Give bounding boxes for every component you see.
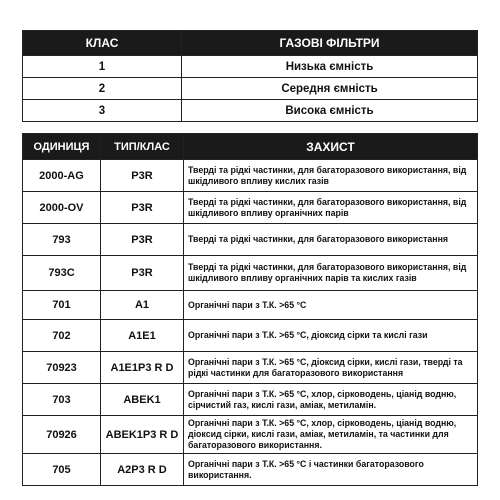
type-cell: A2P3 R D <box>101 454 184 486</box>
type-cell: P3R <box>101 256 184 291</box>
protection-cell: Тверді та рідкі частинки, для багаторазового використання, від шкідливого впливу кислих газів <box>184 160 478 192</box>
class-row <box>23 78 478 100</box>
class-capacity: Висока ємність <box>182 100 478 122</box>
unit-cell: 705 <box>23 454 101 486</box>
unit-cell: 793 <box>23 224 101 256</box>
table-row <box>23 416 478 454</box>
product-protection-table <box>22 133 478 486</box>
table-row <box>23 192 478 224</box>
table-row <box>23 320 478 352</box>
protection-cell: Органічні пари з Т.К. >65 °C, хлор, сірководень, ціанід водню, сірчистий газ, кислі гази, аміак, метиламін. <box>184 384 478 416</box>
class-number: 1 <box>23 56 182 78</box>
type-cell: A1 <box>101 291 184 320</box>
unit-cell: 2000-OV <box>23 192 101 224</box>
protection-cell: Органічні пари з Т.К. >65 °C, хлор, сірководень, ціанід водню, діоксид сірки, кислі гази, аміак, метиламін, та частинки для багаторазового використання. <box>184 416 478 454</box>
unit-cell: 793C <box>23 256 101 291</box>
class-table-header-row <box>23 31 478 56</box>
table-row <box>23 454 478 486</box>
table-row <box>23 160 478 192</box>
table-row <box>23 291 478 320</box>
type-cell: A1E1P3 R D <box>101 352 184 384</box>
protection-cell: Тверді та рідкі частинки, для багаторазового використання <box>184 224 478 256</box>
type-cell: ABEK1P3 R D <box>101 416 184 454</box>
table-row <box>23 384 478 416</box>
table-row <box>23 256 478 291</box>
header-type-class: ТИП/КЛАС <box>101 134 184 160</box>
class-capacity: Середня ємність <box>182 78 478 100</box>
type-cell: ABEK1 <box>101 384 184 416</box>
unit-cell: 703 <box>23 384 101 416</box>
protection-cell: Тверді та рідкі частинки, для багаторазового використання, від шкідливого впливу органічних парів та кислих газів <box>184 256 478 291</box>
unit-cell: 701 <box>23 291 101 320</box>
type-cell: A1E1 <box>101 320 184 352</box>
header-gas-filters: ГАЗОВІ ФІЛЬТРИ <box>182 31 478 56</box>
unit-cell: 70926 <box>23 416 101 454</box>
protection-cell: Тверді та рідкі частинки, для багаторазового використання, від шкідливого впливу органічних парів <box>184 192 478 224</box>
table-row <box>23 352 478 384</box>
protection-cell: Органічні пари з Т.К. >65 °C, діоксид сірки, кислі гази, тверді та рідкі частинки для багаторазового використання <box>184 352 478 384</box>
protection-cell: Органічні пари з Т.К. >65 °C <box>184 291 478 320</box>
product-table-header-row <box>23 134 478 160</box>
class-row <box>23 100 478 122</box>
header-protection: ЗАХИСТ <box>184 134 478 160</box>
protection-cell: Органічні пари з Т.К. >65 °C і частинки багаторазового використання. <box>184 454 478 486</box>
header-class: КЛАС <box>23 31 182 56</box>
class-capacity: Низька ємність <box>182 56 478 78</box>
table-row <box>23 224 478 256</box>
class-number: 3 <box>23 100 182 122</box>
type-cell: P3R <box>101 160 184 192</box>
unit-cell: 2000-AG <box>23 160 101 192</box>
header-unit: ОДИНИЦЯ <box>23 134 101 160</box>
type-cell: P3R <box>101 192 184 224</box>
protection-cell: Органічні пари з Т.К. >65 °C, діоксид сірки та кислі гази <box>184 320 478 352</box>
class-row <box>23 56 478 78</box>
type-cell: P3R <box>101 224 184 256</box>
filter-class-table <box>22 30 478 122</box>
unit-cell: 70923 <box>23 352 101 384</box>
class-number: 2 <box>23 78 182 100</box>
unit-cell: 702 <box>23 320 101 352</box>
